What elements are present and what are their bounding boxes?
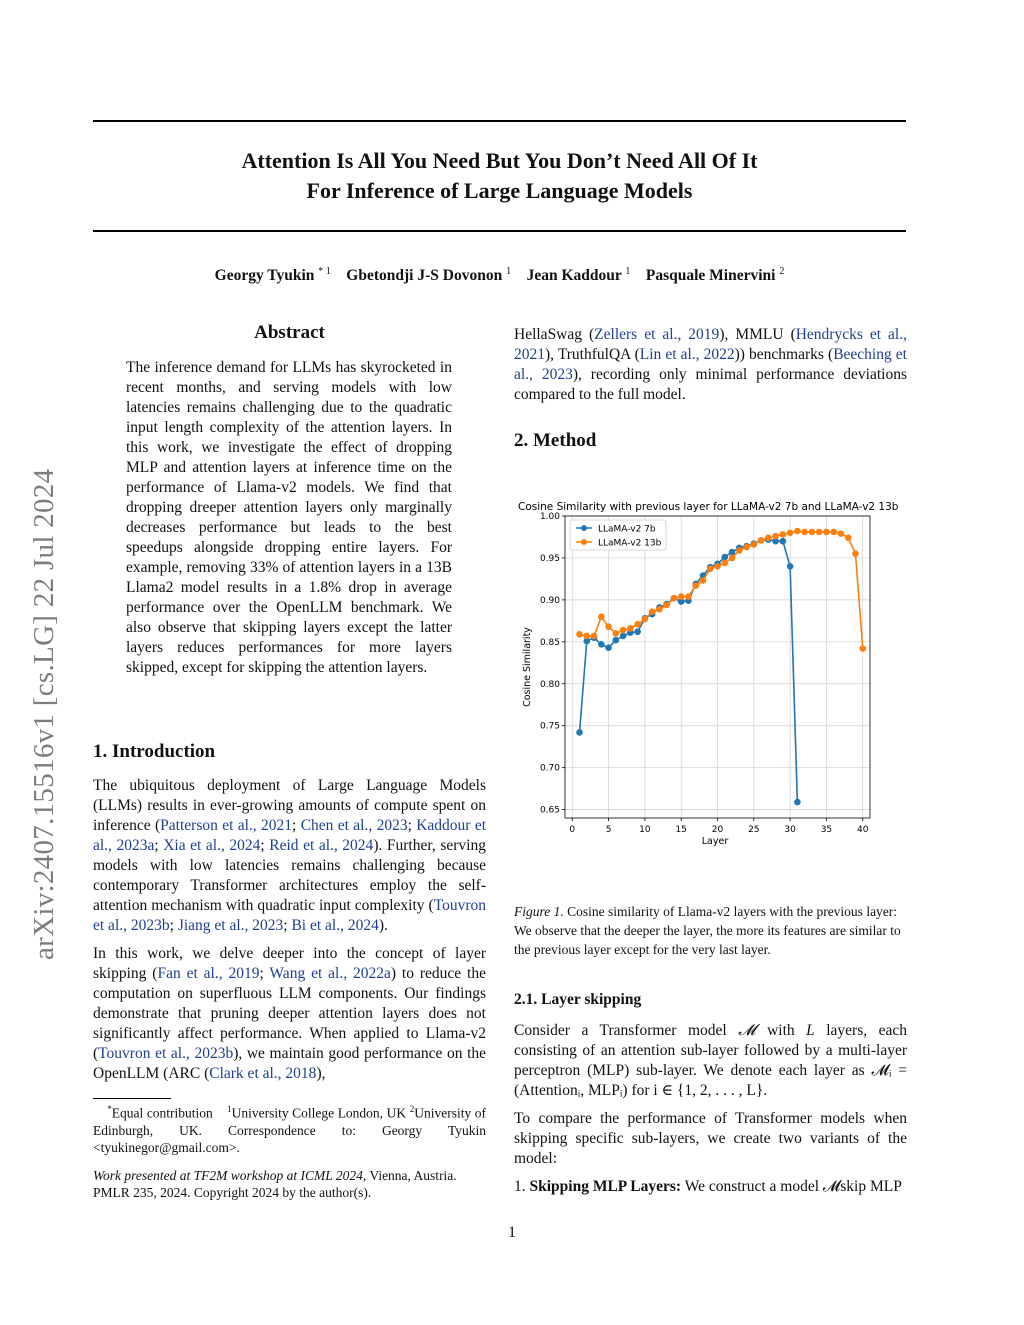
abstract-text (126, 358, 452, 678)
paper-title (93, 146, 906, 206)
data-point-13b (598, 613, 605, 620)
data-point-13b (852, 550, 859, 557)
citation-link[interactable]: Fan et al., 2019 (157, 965, 260, 982)
cosine-similarity-chart (510, 496, 910, 852)
intro-heading: 1. Introduction (93, 741, 216, 762)
x-axis-label: Layer (701, 836, 729, 847)
legend-label-13b: LLaMA-v2 13b (598, 538, 662, 549)
data-point-13b (801, 529, 808, 536)
data-point-13b (627, 625, 634, 632)
x-tick-label: 20 (711, 825, 724, 835)
abstract-paragraph: The inference demand for LLMs has skyrocketed in recent months, and serving models with low latencies remains challenging due to the quadratic input length complexity of the attention layers. In this work, we investigate the effect of dropping MLP and attention layers at inference time on the performance of Llama-v2 models. We find that dropping dreeper attention layers only marginally decreases performance but leads to the best speedups alongside dropping entire layers. For example, removing 33% of attention layers in a 13B Llama2 model results in a 1.8% drop in average performance over the OpenLLM benchmark. We also observe that skipping layers except the latter layers reduces performances for more layers skipped, except for skipping the attention layers. (126, 359, 452, 676)
data-point-7b (605, 644, 612, 651)
y-tick-label: 0.80 (539, 679, 560, 690)
y-tick-label: 0.95 (539, 553, 560, 564)
data-point-7b (780, 538, 787, 545)
citation-link[interactable]: Chen et al., 2023 (300, 817, 408, 834)
data-point-13b (816, 529, 823, 536)
data-point-7b (721, 554, 728, 561)
y-tick-label: 0.85 (539, 637, 560, 648)
data-point-13b (736, 547, 743, 554)
data-point-13b (620, 627, 627, 634)
data-point-13b (613, 630, 620, 637)
data-point-13b (845, 535, 852, 542)
data-point-13b (591, 633, 598, 640)
x-tick-label: 5 (605, 825, 612, 835)
data-point-7b (794, 799, 801, 806)
data-point-13b (685, 593, 692, 600)
legend-marker-7b (581, 525, 587, 531)
citation-link[interactable]: Kaddour et al., 2023a (93, 817, 487, 854)
citation-link[interactable]: Jiang et al., 2023 (177, 917, 284, 934)
data-point-13b (605, 623, 612, 630)
data-point-13b (780, 531, 787, 538)
data-point-13b (751, 541, 758, 548)
citation-link[interactable]: Touvron et al., 2023b (93, 897, 486, 934)
x-tick-label: 15 (675, 825, 687, 835)
arxiv-stamp: arXiv:2407.15516v1 [cs.LG] 22 Jul 2024 (28, 468, 60, 960)
author: Georgy Tyukin $^{* 1}$ (214, 266, 331, 285)
data-point-13b (729, 555, 736, 562)
data-point-13b (809, 529, 816, 536)
citation-link[interactable]: Zellers et al., 2019 (594, 326, 720, 343)
data-point-13b (642, 616, 649, 623)
citation-link[interactable]: Lin et al., 2022 (639, 346, 735, 363)
layer-skipping-body (514, 1021, 907, 1197)
y-axis-label: Cosine Similarity (522, 627, 533, 707)
y-tick-label: 0.65 (539, 805, 560, 816)
data-point-13b (765, 535, 772, 542)
subsection-heading: 2.1. Layer skipping (514, 991, 642, 1008)
data-point-13b (859, 645, 866, 652)
intro-paragraph-2: In this work, we delve deeper into the concept of layer skipping (Fan et al., 2019; Wang et al., 2022a) to reduce the computation on superfluous LLM components. Our findings demonstrate that pruning deeper attention layers does not significantly affect performance. When applied to Llama-v2 (Touvron et al., 2023b), we maintain good performance on the OpenLLM (ARC (Clark et al., 2018), (93, 945, 487, 1082)
y-tick-label: 1.00 (539, 512, 560, 522)
citation-link[interactable]: Patterson et al., 2021 (160, 817, 293, 834)
intro-body (93, 776, 486, 1084)
legend (570, 520, 666, 550)
sec21-paragraph-1: Consider a Transformer model 𝓜 with L layers, each consisting of an attention sub-layer followed by a multi-layer perceptron (MLP) sub-layer. We denote each layer as 𝓜ᵢ = (Attentionᵢ, MLPᵢ) for i ∈ {1, 2, . . . , L}. (514, 1022, 908, 1099)
top-rule (93, 120, 906, 122)
abstract-heading: Abstract (254, 322, 325, 343)
y-tick-label: 0.75 (539, 721, 560, 732)
data-point-13b (583, 633, 590, 640)
data-point-7b (634, 628, 641, 635)
data-point-13b (576, 631, 583, 638)
title-line-2: For Inference of Large Language Models (306, 178, 693, 203)
data-point-13b (772, 533, 779, 540)
data-point-7b (729, 549, 736, 556)
author-list (93, 266, 906, 285)
x-tick-label: 35 (820, 825, 833, 835)
data-point-7b (576, 729, 583, 736)
x-tick-label: 0 (569, 825, 576, 835)
data-point-13b (721, 560, 728, 567)
method-heading: 2. Method (514, 430, 597, 451)
citation-link[interactable]: Hendrycks et al., 2021 (514, 326, 907, 363)
citation-link[interactable]: Clark et al., 2018 (209, 1065, 317, 1082)
data-point-7b (787, 563, 794, 570)
x-tick-label: 25 (748, 825, 760, 835)
citation-link[interactable]: Touvron et al., 2023b (98, 1045, 234, 1062)
data-point-13b (656, 606, 663, 613)
intro-paragraph-1: The ubiquitous deployment of Large Language Models (LLMs) results in ever-growing amounts of compute spent on inference (Patterson et al., 2021; Chen et al., 2023; Kaddour et al., 2023a; Xia et al., 2024; Reid et al., 2024). Further, serving models with low latencies remains challenging because contemporary Transformer architectures employ the self-attention mechanism with quadratic input complexity (Touvron et al., 2023b; Jiang et al., 2023; Bi et al., 2024). (93, 777, 487, 934)
chart-title: Cosine Similarity with previous layer for LLaMA-v2 7b and LLaMA-v2 13b (518, 501, 899, 513)
data-point-7b (620, 633, 627, 640)
series-line-7b (580, 539, 798, 802)
data-point-13b (634, 621, 641, 628)
page-number: 1 (508, 1224, 516, 1241)
data-point-13b (823, 529, 830, 536)
footnote: *Equal contribution $^1$University College London, UK $^2$University of Edinburgh, UK. Correspondence to: Georgy Tyukin <tyukinegor@gmail.com>. (93, 1104, 487, 1155)
data-point-13b (714, 563, 721, 570)
data-point-13b (838, 530, 845, 537)
data-point-7b (613, 637, 620, 644)
author: Jean Kaddour $^1$ (526, 266, 631, 285)
citation-link[interactable]: Xia et al., 2024 (163, 837, 261, 854)
data-point-13b (758, 537, 765, 544)
sec21-list-item: 1. Skipping MLP Layers: We construct a model 𝓜skip MLP (514, 1178, 902, 1195)
sec21-paragraph-2: To compare the performance of Transformer models when skipping specific sub-layers, we create two variants of the model: (514, 1110, 907, 1167)
data-point-13b (692, 582, 699, 589)
data-point-13b (678, 593, 685, 600)
y-tick-label: 0.90 (539, 595, 560, 606)
title-line-1: Attention Is All You Need But You Don’t Need All Of It (241, 148, 758, 173)
citation-link[interactable]: Bi et al., 2024 (291, 917, 379, 934)
author: Pasquale Minervini $^2$ (645, 266, 785, 285)
legend-marker-13b (581, 539, 587, 545)
x-tick-label: 30 (784, 825, 796, 835)
data-point-13b (830, 529, 837, 536)
title-bottom-rule (93, 230, 906, 232)
data-point-13b (700, 577, 707, 584)
y-tick-label: 0.70 (539, 763, 560, 774)
citation-link[interactable]: Reid et al., 2024 (269, 837, 374, 854)
legend-label-7b: LLaMA-v2 7b (598, 524, 656, 535)
figure-caption: Figure 1. Cosine similarity of Llama-v2 layers with the previous layer: We observe that the deeper the layer, the more its features are similar to the previous layer except for the very last layer. (514, 904, 901, 957)
data-point-13b (671, 595, 678, 602)
data-point-13b (794, 528, 801, 535)
data-point-13b (663, 602, 670, 609)
venue-note: Work presented at TF2M workshop at ICML 2024, Vienna, Austria. PMLR 235, 2024. Copyright 2024 by the author(s). (93, 1168, 457, 1200)
x-tick-label: 40 (857, 825, 869, 835)
citation-link[interactable]: Beeching et al., 2023 (514, 346, 907, 383)
data-point-13b (649, 608, 656, 615)
citation-link[interactable]: Wang et al., 2022a (269, 965, 391, 982)
intro-continued: HellaSwag (Zellers et al., 2019), MMLU (Hendrycks et al., 2021), TruthfulQA (Lin et al., 2022)) benchmarks (Beeching et al., 2023), recording only minimal performance deviations compared to the full model. (514, 326, 907, 403)
x-tick-label: 10 (639, 825, 651, 835)
data-point-13b (787, 529, 794, 536)
author: Gbetondji J-S Dovonon $^1$ (346, 266, 512, 285)
data-point-13b (707, 566, 714, 573)
footnote-rule (93, 1098, 171, 1099)
data-point-7b (598, 641, 605, 648)
data-point-13b (743, 544, 750, 551)
